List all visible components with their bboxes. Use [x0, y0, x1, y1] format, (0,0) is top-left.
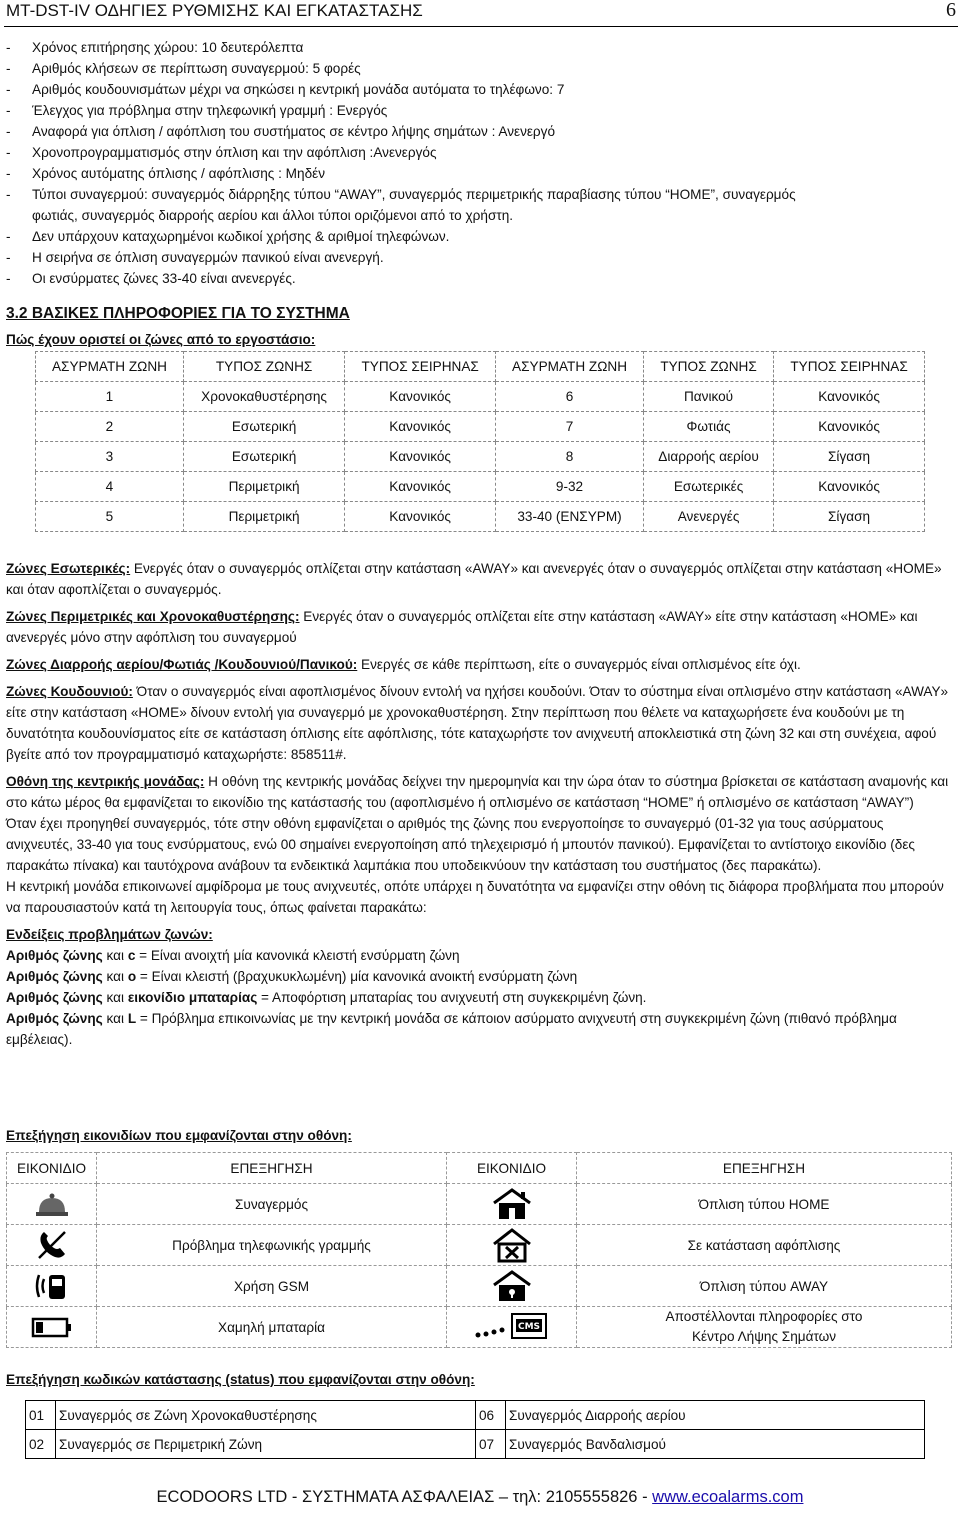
phone-line-icon: [35, 1228, 69, 1262]
list-item: - Χρόνος αυτόματης όπλισης / αφόπλισης : Μηδέν: [6, 166, 325, 181]
list-item: - Οι ενσύρματες ζώνες 33-40 είναι ανενεργές.: [6, 271, 296, 286]
column-header: ΕΠΕΞΗΓΗΣΗ: [97, 1153, 447, 1184]
table-cell: 33-40 (ΕΝΣΥΡΜ): [496, 502, 644, 532]
table-row: [7, 1266, 952, 1307]
column-header: ΑΣΥΡΜΑΤΗ ΖΩΝΗ: [36, 352, 184, 382]
table-cell: 2: [36, 412, 184, 442]
paragraph: Αριθμός ζώνης και εικονίδιο μπαταρίας = Αποφόρτιση μπαταρίας του ανιχνευτή στη συγκεκριμένη ζώνη.: [6, 990, 647, 1005]
column-header: ΕΠΕΞΗΓΗΣΗ: [577, 1153, 952, 1184]
away-lock-icon: [490, 1269, 534, 1303]
table-row: [36, 472, 925, 502]
icon-description: Σε κατάσταση αφόπλισης: [577, 1225, 952, 1266]
table-cell: Κανονικός: [345, 442, 496, 472]
table-cell: Χρονοκαθυστέρησης: [183, 382, 344, 412]
icon-description: Πρόβλημα τηλεφωνικής γραμμής: [97, 1225, 447, 1266]
table-cell: Εσωτερική: [183, 442, 344, 472]
table-cell: Εσωτερικές: [643, 472, 773, 502]
table-cell: 7: [496, 412, 644, 442]
column-header: ΤΥΠΟΣ ΖΩΝΗΣ: [183, 352, 344, 382]
paragraph: Οθόνη της κεντρικής μονάδας: Η οθόνη της κεντρικής μονάδας δείχνει την ημερομηνία και την ώρα όταν το σύστημα βρίσκεται σε κατάσταση αναμονής και στο κάτω μέρος θα εμφανίζεται το εικονίδιο της κατάστασής του (αφοπλισμένο ή οπλισμένο σε κατάσταση “HOME” ή οπλισμένο σε κατάσταση “AWAY”): [6, 774, 949, 810]
paragraph: Ζώνες Περιμετρικές και Χρονοκαθυστέρησης: Ενεργές όταν ο συναγερμός οπλίζεται είτε στην κατάσταση «AWAY» είτε στην κατάσταση «HOME» και ανενεργές μόνο στην αφόπλιση του συναγερμού: [6, 609, 918, 645]
table-cell: Κανονικός: [345, 382, 496, 412]
column-header: ΕΙΚΟΝΙΔΙΟ: [7, 1153, 97, 1184]
table-cell: Κανονικός: [774, 382, 925, 412]
status-code: 01: [26, 1401, 56, 1430]
cms-icon: [472, 1310, 552, 1344]
status-code: 02: [26, 1430, 56, 1459]
page-footer: [0, 1488, 960, 1507]
icon-description: Χρήση GSM: [97, 1266, 447, 1307]
section-heading: 3.2 ΒΑΣΙΚΕΣ ΠΛΗΡΟΦΟΡΙΕΣ ΓΙΑ ΤΟ ΣΥΣΤΗΜΑ: [6, 305, 350, 322]
table-cell: Σίγαση: [774, 442, 925, 472]
table-cell: 1: [36, 382, 184, 412]
table-cell: 5: [36, 502, 184, 532]
table-cell: 9-32: [496, 472, 644, 502]
table-cell: Πανικού: [643, 382, 773, 412]
table-cell: 4: [36, 472, 184, 502]
zone-descriptions: [6, 558, 950, 1050]
table-row: [36, 442, 925, 472]
subheading: Ενδείξεις προβλημάτων ζωνών:: [6, 927, 213, 942]
table-header-row: [7, 1153, 952, 1184]
table-row: [7, 1307, 952, 1348]
table-cell: Κανονικός: [345, 412, 496, 442]
paragraph: Ζώνες Εσωτερικές: Ενεργές όταν ο συναγερμός οπλίζεται στην κατάσταση «AWAY» και ανενεργές όταν ο συναγερμός οπλίζεται στην κατάσταση «HOME» και όταν αφοπλίζεται ο συναγερμός.: [6, 561, 942, 597]
table-cell: Σίγαση: [774, 502, 925, 532]
icon-table: [6, 1152, 952, 1348]
table-cell: Κανονικός: [774, 472, 925, 502]
list-item: - Χρόνος επιτήρησης χώρου: 10 δευτερόλεπτα: [6, 40, 304, 55]
page-header: [4, 0, 958, 27]
table-row: [36, 502, 925, 532]
icon-description: Αποστέλλονται πληροφορίες στο Κέντρο Λήψης Σημάτων: [577, 1307, 952, 1348]
list-item: - Αριθμός κλήσεων σε περίπτωση συναγερμού: 5 φορές: [6, 61, 361, 76]
table-cell: 6: [496, 382, 644, 412]
column-header: ΤΥΠΟΣ ΖΩΝΗΣ: [643, 352, 773, 382]
table-row: [7, 1225, 952, 1266]
website-link[interactable]: www.ecoalarms.com: [652, 1488, 804, 1506]
status-description: Συναγερμός Διαρροής αερίου: [506, 1401, 925, 1430]
paragraph: Ζώνες Διαρροής αερίου/Φωτιάς /Κουδουνιού/Πανικού: Ενεργές σε κάθε περίπτωση, είτε ο συναγερμός είναι οπλισμένος είτε όχι.: [6, 657, 801, 672]
paragraph: Όταν έχει προηγηθεί συναγερμός, τότε στην οθόνη εμφανίζεται ο αριθμός της ζώνης που ενεργοποίησε το συναγερμό (01-32 για τους ασύρματους ανιχνευτές, 33-40 για τους ενσύρματους, ενώ 00 σημαίνει ενεργοποίηση από τηλεχειρισμό ή μπουτόν πανικού). Εμφανίζεται το αντίστοιχο εικονίδιο (δες παρακάτω πίνακα) και ταυτόχρονα ανάβουν τα ενδεικτικά λαμπάκια που υποδεικνύουν την κατάσταση του συστήματος (δες παρακάτω).: [6, 816, 915, 873]
table-row: [36, 412, 925, 442]
table-cell: Κανονικός: [345, 472, 496, 502]
table-cell: 8: [496, 442, 644, 472]
status-description: Συναγερμός Βανδαλισμού: [506, 1430, 925, 1459]
table-cell: Εσωτερική: [183, 412, 344, 442]
status-code: 06: [476, 1401, 506, 1430]
icons-title: Επεξήγηση εικονιδίων που εμφανίζονται στην οθόνη:: [6, 1128, 352, 1143]
column-header: ΤΥΠΟΣ ΣΕΙΡΗΝΑΣ: [774, 352, 925, 382]
svg-text:CMS: CMS: [517, 1322, 540, 1332]
paragraph: Αριθμός ζώνης και c = Είναι ανοιχτή μία κανονικά κλειστή ενσύρματη ζώνη: [6, 948, 460, 963]
document-title: MT-DST-IV ΟΔΗΓΙΕΣ ΡΥΘΜΙΣΗΣ ΚΑΙ ΕΓΚΑΤΑΣΤΑΣΗΣ: [6, 1, 423, 20]
column-header: ΕΙΚΟΝΙΔΙΟ: [447, 1153, 577, 1184]
table-cell: Διαρροής αερίου: [643, 442, 773, 472]
table-cell: Ανενεργές: [643, 502, 773, 532]
icon-description: Χαμηλή μπαταρία: [97, 1307, 447, 1348]
paragraph: Αριθμός ζώνης και o = Είναι κλειστή (βραχυκυκλωμένη) μία κανονικά ανοικτή ενσύρματη ζώνη: [6, 969, 578, 984]
table-row: [26, 1401, 925, 1430]
icon-description: Όπλιση τύπου HOME: [577, 1184, 952, 1225]
status-title: Επεξήγηση κωδικών κατάστασης (status) που εμφανίζονται στην οθόνη:: [6, 1372, 475, 1387]
table-cell: Κανονικός: [345, 502, 496, 532]
settings-list: [6, 37, 950, 289]
column-header: ΑΣΥΡΜΑΤΗ ΖΩΝΗ: [496, 352, 644, 382]
list-item: - Αριθμός κουδουνισμάτων μέχρι να σηκώσει η κεντρική μονάδα αυτόματα το τηλέφωνο: 7: [6, 82, 565, 97]
paragraph: Ζώνες Κουδουνιού: Όταν ο συναγερμός είναι αφοπλισμένος δίνουν εντολή να ηχήσει κουδούνι. Όταν το σύστημα είναι οπλισμένο στην κατάσταση «AWAY» είτε στην κατάσταση «HOME» δίνουν εντολή για συναγερμό με χρονοκαθυστέρηση. Στην περίπτωση που θέλετε να καταχωρήσετε ένα κουδούνι με τη δυνατότητα κουδουνίσματος είτε σε κατάσταση όπλισης είτε αφόπλισης, τότε καταχωρήστε τον ανιχνευτή αποκλειστικά στη ζώνη 32 και στη συνέχεια, αφού βγείτε από τον προγραμματισμό καταχωρήστε: 858511#.: [6, 684, 949, 762]
list-item: - Δεν υπάρχουν καταχωρημένοι κωδικοί χρήσης & αριθμοί τηλεφώνων.: [6, 229, 450, 244]
paragraph: Αριθμός ζώνης και L = Πρόβλημα επικοινωνίας με την κεντρική μονάδα σε κάποιον ασύρματο ανιχνευτή στη συγκεκριμένη ζώνη (πιθανό πρόβλημα εμβέλειας).: [6, 1011, 897, 1047]
table-row: [36, 382, 925, 412]
table-cell: Κανονικός: [774, 412, 925, 442]
icon-description: Συναγερμός: [97, 1184, 447, 1225]
zones-intro: Πώς έχουν οριστεί οι ζώνες από το εργοστάσιο:: [6, 332, 316, 347]
list-item: - Έλεγχος για πρόβλημα στην τηλεφωνική γραμμή : Ενεργός: [6, 103, 388, 118]
status-description: Συναγερμός σε Ζώνη Χρονοκαθυστέρησης: [56, 1401, 476, 1430]
status-code: 07: [476, 1430, 506, 1459]
list-item: - Αναφορά για όπλιση / αφόπλιση του συστήματος σε κέντρο λήψης σημάτων : Ανενεργό: [6, 124, 556, 139]
list-item: - Τύποι συναγερμού: συναγερμός διάρρηξης τύπου “AWAY”, συναγερμός περιμετρικής παραβίασης τύπου “HOME”, συναγερμός: [6, 187, 796, 202]
table-cell: Φωτιάς: [643, 412, 773, 442]
table-row: [26, 1430, 925, 1459]
list-item: - Η σειρήνα σε όπλιση συναγερμών πανικού είναι ανενεργή.: [6, 250, 384, 265]
column-header: ΤΥΠΟΣ ΣΕΙΡΗΝΑΣ: [345, 352, 496, 382]
icon-description: Όπλιση τύπου AWAY: [577, 1266, 952, 1307]
list-item-continuation: φωτιάς, συναγερμός διαρροής αερίου και άλλοι τύποι οριζόμενοι από το χρήστη.: [32, 208, 514, 223]
bell-icon: [33, 1188, 71, 1220]
home-armed-icon: [490, 1187, 534, 1221]
table-cell: Περιμετρική: [183, 502, 344, 532]
list-item: - Χρονοπρογραμματισμός στην όπλιση και την αφόπλιση :Ανενεργός: [6, 145, 437, 160]
table-cell: Περιμετρική: [183, 472, 344, 502]
battery-icon: [30, 1312, 74, 1342]
table-header-row: [36, 352, 925, 382]
page-number: 6: [946, 0, 956, 21]
paragraph: Η κεντρική μονάδα επικοινωνεί αμφίδρομα με τους ανιχνευτές, οπότε υπάρχει η δυνατότητα να εμφανίζει στην οθόνη τις διάφορα προβλήματα που μπορούν να παρουσιαστούν κατά τη λειτουργία τους, όπως φαίνεται παρακάτω:: [6, 879, 944, 915]
status-table: [25, 1400, 925, 1459]
table-row: [7, 1184, 952, 1225]
status-description: Συναγερμός σε Περιμετρική Ζώνη: [56, 1430, 476, 1459]
footer-text: ECODOORS LTD - ΣΥΣΤΗΜΑΤΑ ΑΣΦΑΛΕΙΑΣ – τηλ: 2105555826 -: [156, 1488, 653, 1506]
zone-table: [35, 351, 925, 532]
gsm-signal-icon: [33, 1269, 71, 1303]
disarmed-house-icon: [490, 1227, 534, 1263]
table-cell: 3: [36, 442, 184, 472]
